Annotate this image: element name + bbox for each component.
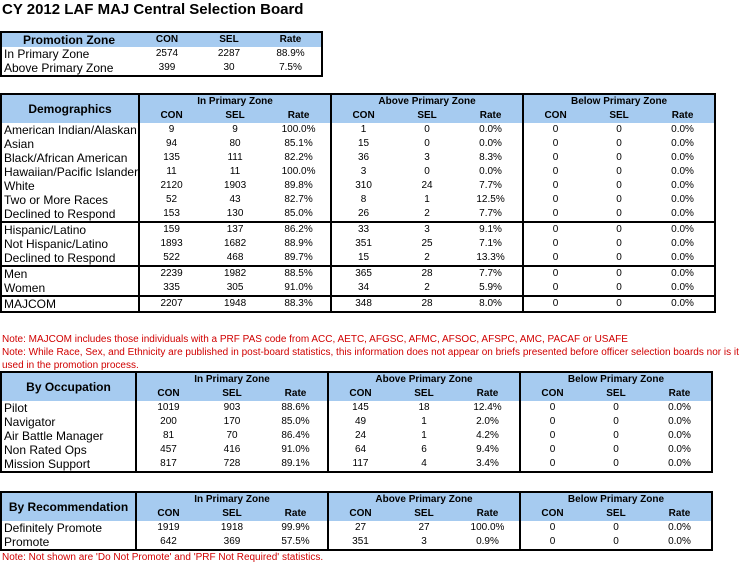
table-cell: 89.7% bbox=[284, 252, 313, 263]
table-cell: 468 bbox=[226, 252, 244, 263]
col-con: CON bbox=[523, 109, 587, 123]
majcom-note: Note: MAJCOM includes those individuals with a PRF PAS code from ACC, AETC, AFGSC, AFMC, AFSOC, AFSPC, AMC, PACAF or USAFE bbox=[2, 334, 628, 345]
table-row bbox=[1, 415, 712, 429]
table-cell: 57.5% bbox=[281, 536, 310, 547]
table-cell: 24 bbox=[328, 429, 392, 443]
table-row bbox=[1, 266, 715, 281]
col-sel: SEL bbox=[200, 507, 264, 521]
table-cell: 0 bbox=[587, 266, 651, 281]
table-row bbox=[1, 207, 715, 222]
table-cell: 5.9% bbox=[479, 282, 502, 293]
table-cell: 416 bbox=[223, 444, 241, 455]
table-cell: 1919 bbox=[136, 521, 200, 535]
row-label: Declined to Respond bbox=[4, 207, 116, 221]
table-cell: 86.2% bbox=[267, 222, 331, 237]
table-cell: 3 bbox=[421, 536, 427, 547]
table-cell: 88.6% bbox=[281, 402, 310, 413]
table-cell: 11 bbox=[139, 165, 203, 179]
table-cell: 117 bbox=[328, 457, 392, 472]
table-cell: 0.0% bbox=[671, 282, 694, 293]
table-cell: 0 bbox=[616, 208, 622, 219]
table-cell: 3 bbox=[331, 165, 395, 179]
table-cell: 1019 bbox=[136, 401, 200, 415]
table-cell: 351 bbox=[328, 535, 392, 550]
col-con: CON bbox=[520, 387, 584, 401]
row-label: Men bbox=[1, 266, 139, 281]
table-cell: 0.0% bbox=[668, 522, 691, 533]
table-cell: 11 bbox=[229, 166, 241, 177]
table-cell: 2.0% bbox=[476, 416, 499, 427]
table-cell: 305 bbox=[226, 282, 244, 293]
table-cell: 399 bbox=[158, 62, 176, 73]
col-sel: SEL bbox=[584, 507, 648, 521]
table-cell: 0 bbox=[613, 458, 619, 469]
table-cell: 0 bbox=[523, 222, 587, 237]
table-cell: 7.7% bbox=[459, 266, 523, 281]
col-sel: SEL bbox=[395, 109, 459, 123]
table-cell: 0 bbox=[587, 222, 651, 237]
table-cell: 3.4% bbox=[476, 458, 499, 469]
table-cell: 369 bbox=[223, 536, 241, 547]
table-cell: 0 bbox=[424, 124, 430, 135]
table-cell: 7.7% bbox=[479, 180, 502, 191]
table-cell: 159 bbox=[139, 222, 203, 237]
table-cell: 91.0% bbox=[284, 282, 313, 293]
row-label: Hispanic/Latino bbox=[1, 222, 139, 237]
table-cell: 13.3% bbox=[476, 252, 505, 263]
table-cell: 642 bbox=[136, 535, 200, 550]
row-label: Above Primary Zone bbox=[4, 61, 114, 75]
table-cell: 9.1% bbox=[459, 222, 523, 237]
table-cell: 27 bbox=[418, 522, 430, 533]
table-cell: 0.0% bbox=[671, 252, 694, 263]
col-con: CON bbox=[520, 507, 584, 521]
table-cell: 2120 bbox=[139, 179, 203, 193]
recommendation-note: Note: Not shown are 'Do Not Promote' and 'PRF Not Required' statistics. bbox=[2, 552, 324, 563]
table-cell: 0 bbox=[523, 251, 587, 266]
row-label: Navigator bbox=[4, 415, 56, 429]
table-cell: 30 bbox=[223, 62, 235, 73]
col-con: CON bbox=[136, 507, 200, 521]
table-cell: 0.0% bbox=[479, 138, 502, 149]
table-cell: 0.0% bbox=[671, 166, 694, 177]
table-cell: 0.0% bbox=[671, 180, 694, 191]
table-cell: 0 bbox=[613, 536, 619, 547]
table-cell: 0 bbox=[616, 238, 622, 249]
table-row bbox=[1, 193, 715, 207]
table-cell: 0 bbox=[616, 124, 622, 135]
table-cell: 2 bbox=[424, 282, 430, 293]
table-cell: 82.7% bbox=[284, 194, 313, 205]
table-cell: 7.5% bbox=[279, 62, 302, 73]
col-rate: Rate bbox=[264, 507, 328, 521]
table-cell: 0 bbox=[523, 165, 587, 179]
table-row bbox=[1, 429, 712, 443]
table-cell: 0 bbox=[613, 444, 619, 455]
col-rate: Rate bbox=[456, 387, 520, 401]
table-row bbox=[1, 165, 715, 179]
table-cell: 0 bbox=[523, 296, 587, 312]
table-cell: 457 bbox=[136, 443, 200, 457]
table-row bbox=[1, 151, 715, 165]
table-cell: 99.9% bbox=[281, 522, 310, 533]
table-cell: 34 bbox=[331, 281, 395, 296]
col-sel: SEL bbox=[392, 387, 456, 401]
table-cell: 1903 bbox=[223, 180, 247, 191]
row-label: Pilot bbox=[4, 401, 28, 415]
row-label: Not Hispanic/Latino bbox=[4, 237, 109, 251]
col-sel: SEL bbox=[392, 507, 456, 521]
table-row bbox=[1, 222, 715, 237]
col-con: CON bbox=[328, 387, 392, 401]
table-cell: 12.4% bbox=[473, 402, 502, 413]
table-cell: 2207 bbox=[139, 296, 203, 312]
group-in-primary-zone: In Primary Zone bbox=[136, 372, 328, 387]
table-cell: 135 bbox=[139, 151, 203, 165]
table-cell: 89.8% bbox=[284, 180, 313, 191]
demographics-title: Demographics bbox=[1, 94, 139, 123]
table-cell: 0.0% bbox=[479, 124, 502, 135]
table-cell: 0 bbox=[523, 281, 587, 296]
table-cell: 365 bbox=[331, 266, 395, 281]
table-cell: 310 bbox=[331, 179, 395, 193]
table-cell: 88.9% bbox=[276, 48, 305, 59]
col-con: CON bbox=[328, 507, 392, 521]
table-cell: 91.0% bbox=[281, 444, 310, 455]
race-note: Note: While Race, Sex, and Ethnicity are published in post-board statistics, this information does not appear on briefs presented before officer selection boards nor is it used in the promotion process. bbox=[2, 347, 739, 371]
col-rate: Rate bbox=[648, 387, 712, 401]
table-cell: 49 bbox=[328, 415, 392, 429]
table-cell: 43 bbox=[229, 194, 241, 205]
table-cell: 0 bbox=[616, 282, 622, 293]
table-row bbox=[1, 61, 322, 76]
table-cell: 0 bbox=[523, 123, 587, 137]
table-cell: 0.0% bbox=[651, 296, 715, 312]
table-cell: 100.0% bbox=[470, 522, 505, 533]
table-cell: 2 bbox=[424, 208, 430, 219]
table-cell: 15 bbox=[331, 251, 395, 266]
table-cell: 903 bbox=[223, 402, 241, 413]
table-cell: 145 bbox=[328, 401, 392, 415]
table-cell: 728 bbox=[223, 458, 241, 469]
table-cell: 0.0% bbox=[668, 402, 691, 413]
table-cell: 81 bbox=[136, 429, 200, 443]
col-sel: SEL bbox=[200, 387, 264, 401]
row-label: Non Rated Ops bbox=[4, 443, 87, 457]
table-cell: 1948 bbox=[203, 296, 267, 312]
table-cell: 2287 bbox=[217, 48, 241, 59]
row-label: Black/African American bbox=[4, 151, 128, 165]
table-cell: 137 bbox=[203, 222, 267, 237]
table-cell: 0 bbox=[520, 443, 584, 457]
group-below-primary-zone: Below Primary Zone bbox=[520, 492, 712, 507]
table-cell: 64 bbox=[328, 443, 392, 457]
promotion-zone-header bbox=[1, 32, 322, 47]
table-cell: 82.2% bbox=[284, 152, 313, 163]
table-cell: 70 bbox=[226, 430, 238, 441]
table-cell: 26 bbox=[331, 207, 395, 222]
table-row bbox=[1, 535, 712, 550]
table-row bbox=[1, 281, 715, 296]
table-cell: 85.0% bbox=[284, 208, 313, 219]
table-cell: 18 bbox=[418, 402, 430, 413]
row-label: White bbox=[4, 179, 35, 193]
table-cell: 4 bbox=[421, 458, 427, 469]
table-cell: 24 bbox=[421, 180, 433, 191]
table-cell: 94 bbox=[139, 137, 203, 151]
table-cell: 351 bbox=[331, 237, 395, 251]
table-cell: 3 bbox=[395, 222, 459, 237]
table-cell: 9.4% bbox=[476, 444, 499, 455]
col-rate: Rate bbox=[264, 387, 328, 401]
group-below-primary-zone: Below Primary Zone bbox=[520, 372, 712, 387]
table-cell: 9 bbox=[232, 124, 238, 135]
table-cell: 1 bbox=[424, 194, 430, 205]
table-cell: 80 bbox=[229, 138, 241, 149]
group-above-primary-zone: Above Primary Zone bbox=[328, 372, 520, 387]
table-row bbox=[1, 457, 712, 472]
table-cell: 85.1% bbox=[284, 138, 313, 149]
col-sel: SEL bbox=[203, 109, 267, 123]
row-label: American Indian/Alaskan bbox=[4, 123, 137, 137]
table-cell: 0 bbox=[613, 430, 619, 441]
row-label: Declined to Respond bbox=[4, 251, 116, 265]
table-row bbox=[1, 401, 712, 415]
table-cell: 2 bbox=[424, 252, 430, 263]
table-row bbox=[1, 521, 712, 535]
occupation-title: By Occupation bbox=[1, 372, 136, 401]
table-cell: 0 bbox=[616, 138, 622, 149]
demographics-group-header bbox=[1, 94, 715, 109]
table-cell: 28 bbox=[395, 296, 459, 312]
table-cell: 0 bbox=[523, 193, 587, 207]
table-row bbox=[1, 123, 715, 137]
col-rate: Rate bbox=[267, 109, 331, 123]
col-con: CON bbox=[136, 32, 198, 47]
col-sel: SEL bbox=[584, 387, 648, 401]
recommendation-group-header bbox=[1, 492, 712, 507]
col-sel: SEL bbox=[198, 32, 260, 47]
table-cell: 0 bbox=[523, 237, 587, 251]
table-cell: 4.2% bbox=[476, 430, 499, 441]
table-cell: 200 bbox=[136, 415, 200, 429]
promotion-zone-table bbox=[0, 31, 323, 77]
table-cell: 522 bbox=[139, 251, 203, 266]
table-cell: 1 bbox=[331, 123, 395, 137]
page-title: CY 2012 LAF MAJ Central Selection Board bbox=[2, 1, 304, 18]
table-cell: 6 bbox=[421, 444, 427, 455]
table-cell: 153 bbox=[139, 207, 203, 222]
table-cell: 1982 bbox=[203, 266, 267, 281]
table-cell: 0 bbox=[520, 415, 584, 429]
table-row bbox=[1, 296, 715, 312]
row-label: Definitely Promote bbox=[4, 521, 103, 535]
col-con: CON bbox=[331, 109, 395, 123]
table-cell: 130 bbox=[226, 208, 244, 219]
table-cell: 12.5% bbox=[476, 194, 505, 205]
table-cell: 0.9% bbox=[476, 536, 499, 547]
row-label: Asian bbox=[4, 137, 35, 151]
table-cell: 1682 bbox=[223, 238, 247, 249]
table-cell: 0 bbox=[520, 401, 584, 415]
table-cell: 7.1% bbox=[479, 238, 502, 249]
table-cell: 0 bbox=[523, 266, 587, 281]
group-above-primary-zone: Above Primary Zone bbox=[328, 492, 520, 507]
table-cell: 348 bbox=[331, 296, 395, 312]
table-cell: 9 bbox=[139, 123, 203, 137]
table-cell: 8.0% bbox=[459, 296, 523, 312]
table-cell: 0 bbox=[523, 207, 587, 222]
occupation-group-header bbox=[1, 372, 712, 387]
table-row bbox=[1, 251, 715, 266]
table-row bbox=[1, 137, 715, 151]
table-cell: 1 bbox=[421, 416, 427, 427]
table-cell: 25 bbox=[421, 238, 433, 249]
table-cell: 0 bbox=[616, 180, 622, 191]
table-cell: 0.0% bbox=[668, 444, 691, 455]
table-cell: 0 bbox=[616, 252, 622, 263]
table-cell: 1893 bbox=[139, 237, 203, 251]
recommendation-table bbox=[0, 491, 713, 551]
table-cell: 8 bbox=[331, 193, 395, 207]
table-cell: 0.0% bbox=[668, 430, 691, 441]
row-label: Hawaiian/Pacific Islander bbox=[4, 165, 139, 179]
table-cell: 0.0% bbox=[668, 536, 691, 547]
col-rate: Rate bbox=[648, 507, 712, 521]
table-cell: 86.4% bbox=[281, 430, 310, 441]
table-row bbox=[1, 179, 715, 193]
table-cell: 335 bbox=[139, 281, 203, 296]
table-cell: 52 bbox=[139, 193, 203, 207]
table-cell: 0 bbox=[523, 137, 587, 151]
table-cell: 0 bbox=[587, 296, 651, 312]
table-cell: 0 bbox=[523, 179, 587, 193]
table-cell: 0.0% bbox=[651, 266, 715, 281]
demographics-table bbox=[0, 93, 716, 313]
table-cell: 100.0% bbox=[281, 124, 316, 135]
col-sel: SEL bbox=[587, 109, 651, 123]
table-cell: 100.0% bbox=[281, 166, 316, 177]
group-in-primary-zone: In Primary Zone bbox=[139, 94, 331, 109]
col-rate: Rate bbox=[459, 109, 523, 123]
row-label: Mission Support bbox=[4, 457, 91, 471]
table-cell: 85.0% bbox=[281, 416, 310, 427]
table-cell: 0 bbox=[616, 194, 622, 205]
table-cell: 0 bbox=[520, 535, 584, 550]
occupation-table bbox=[0, 371, 713, 473]
table-cell: 0 bbox=[424, 166, 430, 177]
table-cell: 0.0% bbox=[671, 152, 694, 163]
table-cell: 0.0% bbox=[671, 138, 694, 149]
table-cell: 0 bbox=[520, 457, 584, 472]
col-rate: Rate bbox=[651, 109, 715, 123]
group-above-primary-zone: Above Primary Zone bbox=[331, 94, 523, 109]
table-cell: 28 bbox=[395, 266, 459, 281]
table-cell: 0.0% bbox=[651, 222, 715, 237]
table-cell: 15 bbox=[331, 137, 395, 151]
table-cell: 0 bbox=[520, 429, 584, 443]
group-below-primary-zone: Below Primary Zone bbox=[523, 94, 715, 109]
table-cell: 0 bbox=[613, 402, 619, 413]
table-cell: 0 bbox=[424, 138, 430, 149]
table-cell: 0.0% bbox=[479, 166, 502, 177]
col-con: CON bbox=[136, 387, 200, 401]
promotion-zone-title: Promotion Zone bbox=[1, 32, 136, 47]
table-cell: 0 bbox=[613, 522, 619, 533]
table-cell: 0.0% bbox=[671, 208, 694, 219]
table-cell: 89.1% bbox=[281, 458, 310, 469]
table-cell: 0 bbox=[616, 152, 622, 163]
table-cell: 0 bbox=[613, 416, 619, 427]
table-cell: 88.5% bbox=[267, 266, 331, 281]
recommendation-title: By Recommendation bbox=[1, 492, 136, 521]
table-cell: 1 bbox=[421, 430, 427, 441]
table-cell: 0 bbox=[523, 151, 587, 165]
row-label: MAJCOM bbox=[1, 296, 139, 312]
col-rate: Rate bbox=[456, 507, 520, 521]
table-cell: 7.7% bbox=[479, 208, 502, 219]
row-label: Two or More Races bbox=[4, 193, 109, 207]
table-cell: 0.0% bbox=[671, 238, 694, 249]
table-cell: 88.9% bbox=[284, 238, 313, 249]
table-cell: 27 bbox=[328, 521, 392, 535]
table-cell: 36 bbox=[331, 151, 395, 165]
table-cell: 3 bbox=[424, 152, 430, 163]
table-cell: 111 bbox=[227, 152, 243, 163]
col-rate: Rate bbox=[260, 32, 322, 47]
table-row bbox=[1, 237, 715, 251]
table-cell: 88.3% bbox=[267, 296, 331, 312]
table-cell: 0.0% bbox=[671, 124, 694, 135]
col-con: CON bbox=[139, 109, 203, 123]
table-cell: 8.3% bbox=[479, 152, 502, 163]
row-label: Women bbox=[4, 281, 46, 295]
table-cell: 0 bbox=[616, 166, 622, 177]
table-row bbox=[1, 443, 712, 457]
table-cell: 0.0% bbox=[671, 194, 694, 205]
table-cell: 2239 bbox=[139, 266, 203, 281]
row-label: In Primary Zone bbox=[4, 47, 90, 61]
table-cell: 1918 bbox=[220, 522, 244, 533]
table-cell: 0.0% bbox=[668, 416, 691, 427]
table-cell: 0 bbox=[520, 521, 584, 535]
table-row bbox=[1, 47, 322, 61]
table-cell: 0.0% bbox=[668, 458, 691, 469]
table-cell: 2574 bbox=[155, 48, 179, 59]
table-cell: 817 bbox=[136, 457, 200, 472]
row-label: Promote bbox=[4, 535, 50, 549]
group-in-primary-zone: In Primary Zone bbox=[136, 492, 328, 507]
row-label: Air Battle Manager bbox=[4, 429, 104, 443]
table-cell: 33 bbox=[331, 222, 395, 237]
table-cell: 170 bbox=[223, 416, 241, 427]
